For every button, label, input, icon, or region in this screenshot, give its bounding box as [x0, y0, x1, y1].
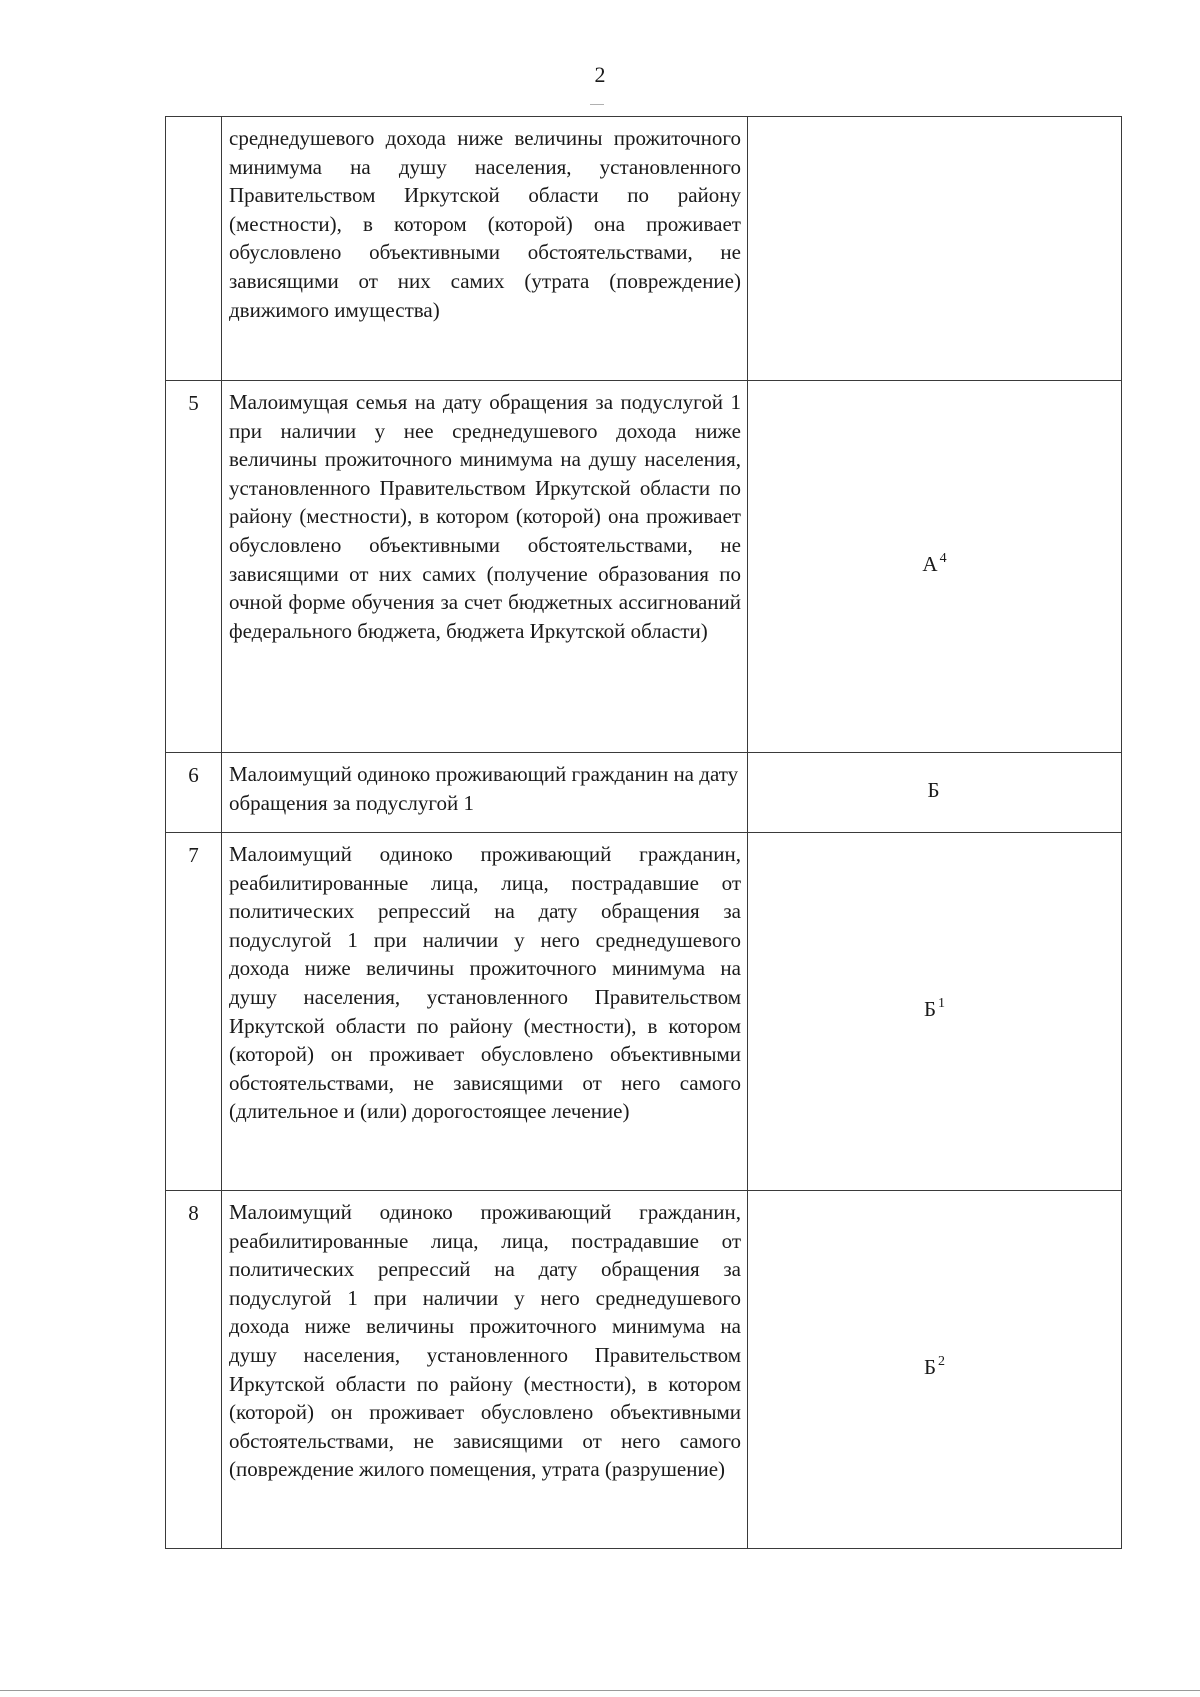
row-number: 8	[166, 1191, 222, 1549]
row-number	[166, 117, 222, 381]
row-code	[748, 1191, 1122, 1549]
code-letter: Б	[927, 778, 940, 803]
description-text: Малоимущая семья на дату обращения за подуслугой 1 при наличии у нее среднедушевого дохода ниже величины прожиточного минимума на душу населения, установленного Правительством Иркутской области по району (местности), в котором (которой) она проживает обусловлено объективными обстоятельствами, не зависящими от них самих (получение образования по очной форме обучения за счет бюджетных ассигнований федерального бюджета, бюджета Иркутской области)	[229, 390, 741, 643]
page-bottom-edge	[0, 1690, 1200, 1691]
row-number: 6	[166, 753, 222, 833]
row-description	[222, 833, 748, 1191]
row-description	[222, 1191, 748, 1549]
description-text: Малоимущий одиноко проживающий гражданин, реабилитированные лица, лица, пострадавшие от политических репрессий на дату обращения за подуслугой 1 при наличии у него среднедушевого дохода ниже величины прожиточного минимума на душу населения, установленного Правительством Иркутской области по району (местности), в котором (которой) он проживает обусловлено объективными обстоятельствами, не зависящими от него самого (длительное и (или) дорогостоящее лечение)	[229, 842, 741, 1124]
description-text: среднедушевого дохода ниже величины прожиточного минимума на душу населения, установленного Правительством Иркутской области по району (местности), в котором (которой) она проживает обусловлено объективными обстоятельствами, не зависящими от них самих (утрата (повреждение) движимого имущества)	[229, 126, 741, 322]
row-code	[748, 381, 1122, 753]
code-superscript: 2	[938, 1354, 946, 1370]
row-description	[222, 117, 748, 381]
table-row	[166, 1191, 1122, 1549]
row-description	[222, 753, 748, 833]
scan-artifact	[590, 104, 604, 105]
row-code	[748, 117, 1122, 381]
description-text: Малоимущий одиноко проживающий гражданин, реабилитированные лица, лица, пострадавшие от политических репрессий на дату обращения за подуслугой 1 при наличии у него среднедушевого дохода ниже величины прожиточного минимума на душу населения, установленного Правительством Иркутской области по району (местности), в котором (которой) он проживает обусловлено объективными обстоятельствами, не зависящими от него самого (повреждение жилого помещения, утрата (разрушение)	[229, 1200, 741, 1482]
benefit-table	[165, 116, 1122, 1549]
row-code	[748, 753, 1122, 833]
table-row	[166, 117, 1122, 381]
table-row	[166, 381, 1122, 753]
table-row	[166, 833, 1122, 1191]
row-description	[222, 381, 748, 753]
code-letter: Б	[923, 1355, 937, 1380]
row-number: 5	[166, 381, 222, 753]
row-code	[748, 833, 1122, 1191]
code-superscript: 1	[938, 996, 946, 1012]
code-superscript: 4	[939, 551, 947, 567]
description-text: Малоимущий одиноко проживающий гражданин на дату обращения за подуслугой 1	[229, 762, 739, 815]
code-letter: А	[922, 552, 938, 577]
page-number: 2	[594, 62, 606, 87]
code-letter: Б	[923, 997, 937, 1022]
table-row	[166, 753, 1122, 833]
row-number: 7	[166, 833, 222, 1191]
